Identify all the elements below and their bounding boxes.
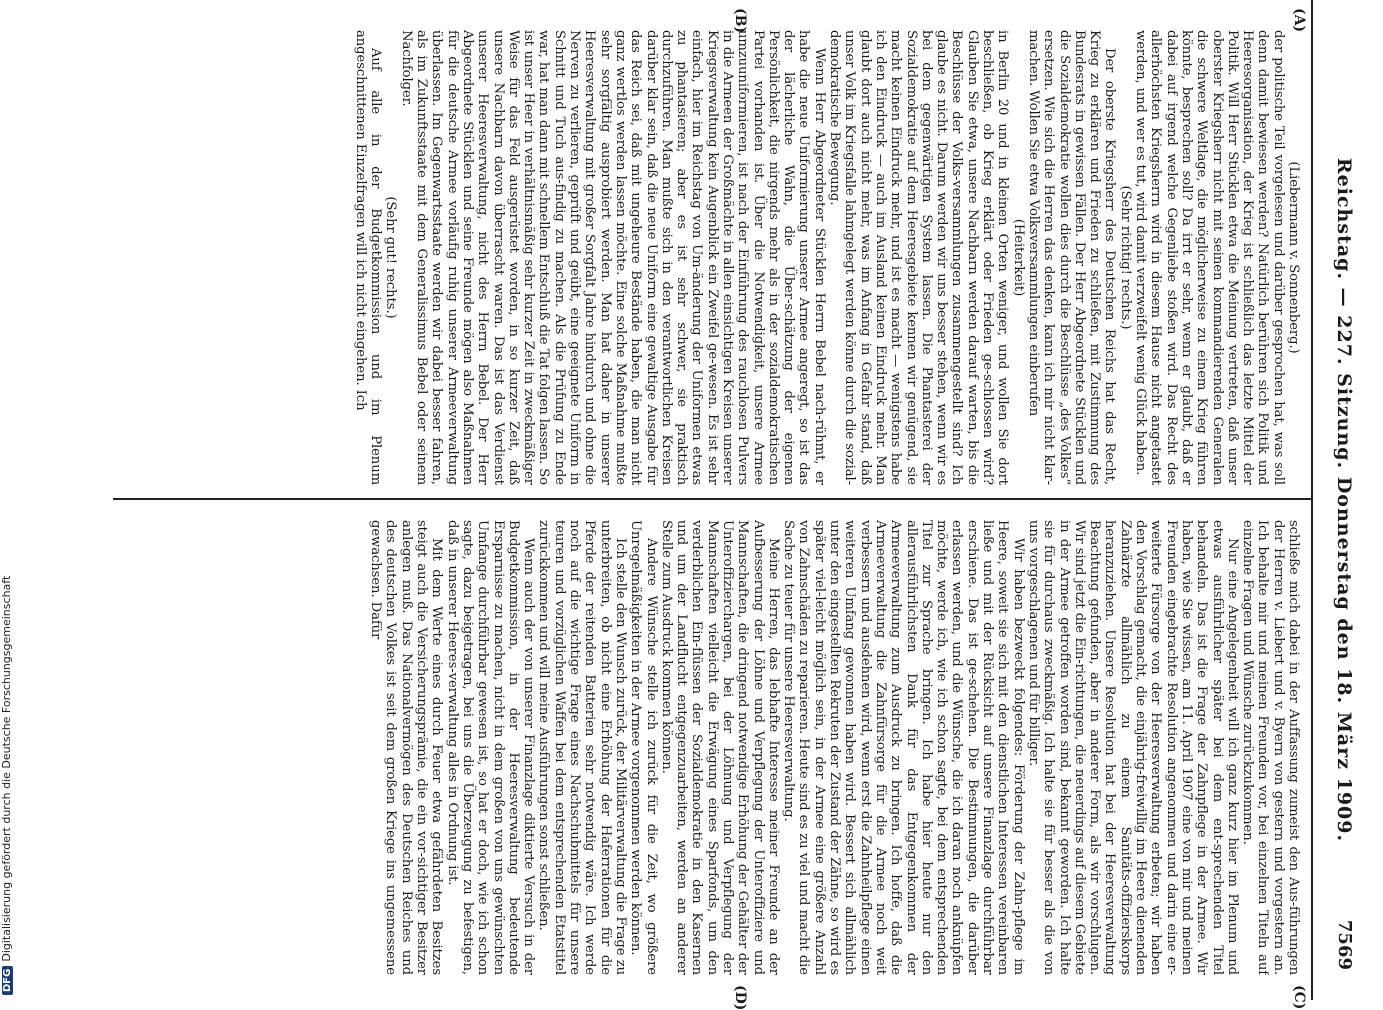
left-column [101,30,1301,485]
paragraph: Meine Herren, das lebhafte Interesse meiner Freunde an der Aufbesserung der Löhne und Verpflegung der Unteroffiziere und Mannschaften, die dringend notwendige Erhöhung der Gehälter der Unteroffizierchargen, bei der Löhnung und Verpflegung der Mannschaften vielleicht die Erwägung eines Sparfonds, um den verderblichen Ein-flüssen der Sozialdemokratie in den Kasernen und um der Landflucht entgegenzuarbeiten, werden an anderer Stelle zum Ausdruck kommen können. [658,520,781,975]
paragraph: in Berlin 20 und in kleinen Orten weniger, und wollen Sie dort beschließen, ob Krieg erklärt oder Frieden ge-schlossen wird? Glauben Sie etwa, unsere Nachbarn werden darauf warten, bis die Beschlüsse der Volks-versammlungen zusammengestellt sind? Ich glaube es nicht. Darum werden wir uns besser stehen, wenn wir es bei dem gegenwärtigen System lassen. Die Phantasterei der Sozialdemokratie auf dem Heeresgebiete kennen wir genügend, sie macht keinen Eindruck mehr, und ist es macht — wenigstens habe ich den Eindruck — auch im Ausland keinen Eindruck mehr. Man glaubt dort auch nicht mehr, was im Anfang in Gefahr stand, daß unser Volk im Kriegsfalle lahmgelegt werden könne durch die sozial-demokratische Bewegung. [827,30,1011,485]
digitization-credit [0,0,18,995]
paragraph: Wenn Herr Abgeordneter Stücklen Herrn Bebel nach-rühmt, er habe die neue Uniformierung unserer Armee angeregt, so ist das der lächerliche Wahn, die Über-schätzung der eigenen Persönlichkeit, die nirgends mehr als in der sozialdemokratischen Partei vorhanden ist. Über die Notwendigkeit, unsere Armee umzuuniformieren, ist nach der Einführung des rauchlosen Pulvers in die Armeen der Großmächte in allen einsichtigen Kreisen unserer Kriegsverwaltung kein Augenblick ein Zweifel ge-wesen. Es ist sehr einfach, hier im Reichstag von Um-änderung der Uniformen etwas zu phantasieren; aber es ist sehr schwer, sie praktisch durchzuführen. Man mußte sich in den verantwortlichen Kreisen darüber klar sein, daß die neue Uniform eine gewaltige Ausgabe für das Reich sei, daß mit ungeheure Bestände haben, die man nicht ganz wertlos werden lassen möchte. Eine solche Maßnahme mußte sehr sorgfältig ausprobiert werden. Man hat daher in unserer Heeresverwaltung mit großer Sorgfalt Jahre hindurch und ohne die Nerven zu verlieren, geprüft und geübt, eine geeignete Uniform in Schnitt und Tuch aus-findig zu machen. Als die Prüfung zu Ende war, hat man dann mit schnellem Entschluß die Tat folgen lassen. So ist unser Heer in verhältnismäßig sehr kurzer Zeit in zweckmäßiger Weise für das Feld ausgerüstet worden, in so kurzer Zeit, daß unsere Nachbarn davon überrascht waren. Das ist das Verdienst unserer Heeresverwaltung, nicht des Herrn Bebel. Der Herr Abgeordnete Stücklen und seine Freunde mögen also Maßnahmen für die deutsche Armee vorläufig ruhig unserer Armeeverwaltung überlassen. Im Gegenwartsstaate werden wir dabei besser fahren, als im Zukunftsstaate mit dem Generalissimus Bebel oder seinem Nachfolger. [398,30,827,485]
paragraph: Nur eine Angelegenheit will ich ganz kurz hier im Plenum und etwas ausführlicher später bei dem ent-sprechenden Titel behandeln. Das ist die Frage der Zahnpflege in der Armee. Wir haben, wie Sie wissen, am 11. April 1907 eine von mir und meinen Freunden eingebrachte Resolution angenommen und darin eine er-weiterte Fürsorge von der Heeresverwaltung erbeten; wir haben den Vorschlag gemacht, die einjährig-freiwillig im Heere dienenden Zahnärzte allmählich zu einem Sanitäts-offizierskorps heranzuziehen. Unsere Resolution hat bei der Heeresverwaltung Beachtung gefunden, aber in anderer Form, als wir vorschlugen. Wir sind jetzt die Ein-richtungen, die neuerdings auf diesem Gebiete in der Armee getroffen worden sind, bekannt geworden. Ich halte sie für durchaus zweckmäßig. Ich halte sie für besser als die von uns vorgeschlagenen und für billiger. [1025,520,1240,975]
page-header [1323,0,1363,1000]
running-title: Reichstag. — 227. Sitzung. Donnerstag den 18. März 1909. [1333,157,1355,843]
dfg-logo-icon: DFG [2,966,13,995]
page-number: 7569 [1334,919,1355,970]
margin-marker-a: (A) [1291,8,1307,33]
paragraph: schließe mich dabei in der Auffassung zumeist den Aus-führungen der Herren v. Liebert und v. Byern von gestern und vorgestern an. Ich behalte mir und meinen Freunden vor, bei einzelnen Titeln auf einzelne Fragen und Wünsche zurückzukommen. [1240,520,1301,975]
header-rule [1311,0,1313,1000]
paragraph: Andere Wünsche stelle ich zurück für die Zeit, wo größere Unregelmäßigkeiten in der Armee vorgenommen werden können. [628,520,659,975]
right-column [101,520,1301,975]
margin-marker-b: (B) [732,8,748,34]
paragraph: Auf alle in der Budgetkommission und im Plenum angeschnittenen Einzelfragen will ich nicht eingehen. Ich [352,30,384,485]
paragraph: Wenn auch der von unserer Finanzlage diktierte Versuch in der Budgetkommission, in der Heeresverwaltung bedeutende Ersparnisse zu machen, nicht in dem großen von uns gewünschten Umfange durchführbar gewesen ist, so hat er doch, wie ich schon sagte, dazu beigetragen, bei uns die Überzeugung zu befestigen, daß in unserer Heeres-verwaltung alles in Ordnung ist. [444,520,537,975]
speaker-name: (Liebermann v. Sonnenberg.) [1286,161,1301,354]
paragraph: Der oberste Kriegsherr des Deutschen Reichs hat das Recht, Krieg zu erklären und Frieden zu schließen, mit Zustimmung des Bundesrats in gewissen Fällen. Der Herr Abgeordnete Stücklen und die Sozialdemokratie wollen dies durch die Beschlüsse „des Volkes“ ersetzen. Wie sich die Herren das denken, kann ich mir nicht klar-machen. Wollen Sie etwa Volksversammlungen einberufen [1025,30,1118,485]
interjection: (Heiterkeit) [1010,218,1026,297]
paragraph: der politische Teil vorgelesen und darüber gesprochen hat, was soll denn damit bewiesen werden? Natürlich berühren sich Politik und Heeresorganisation, der Krieg ist schließlich das letzte Mittel der Politik. Will Herr Stücklen etwa die Meinung vertreten, daß unser oberster Kriegsherr nicht mit seinen kommandierenden Generalen die schwere Weltlage, die möglicherweise zu einem Krieg führen könnte, besprechen soll? Da irrt er sehr, wenn er glaubt, daß er dabei auf irgend welche Gegenliebe stoßen wird. Das Recht des allerhöchsten Kriegsherrn wird in diesem Hause nicht angetastet werden, und wer es tut, wird damit verzweifelt wenig Glück haben. [1133,30,1286,485]
interjection: (Sehr richtig! rechts.) [1117,185,1133,330]
credit-text: Digitalisierung gefördert durch die Deutsche Forschungsgemeinschaft [0,575,13,962]
margin-marker-d: (D) [732,985,748,1010]
column-divider [113,498,1313,500]
paragraph: Mit dem Werte eines durch Feuer etwa gefährdeten Besitzes steigt auch die Versicherungsprämie, die ein vor-sichtiger Besitzer anlegen muß. Das Nationalvermögen des Deutschen Reiches und des deutschen Volkes ist seit dem großen Kriege ins ungemessene gewachsen. Dafür [368,520,445,975]
interjection: (Sehr gut! rechts.) [383,196,399,319]
margin-marker-c: (C) [1291,985,1307,1010]
document-page [53,0,1383,1010]
paragraph: Ich stelle den Wunsch zurück, der Militärverwaltung die Frage zu unterbreiten, ob nicht eine Erhöhung der Haferrationen für die Pferde der reitenden Batterien sehr notwendig wäre. Ich werde noch auf die wichtige Frage eines Nachschubmittels für unsere teuren und vorzüglichen Waffen bei dem entsprechenden Etatstitel zurückkommen und will meine Ausführungen sonst schließen. [536,520,628,975]
paragraph: Wir haben bezweckt folgendes: Förderung der Zahn-pflege im Heere, soweit sie sich mit den dienstlichen Interessen vereinbaren ließe und mit der Rücksicht auf unsere Finanzlage durchführbar erschiene. Das ist ge-schehen. Die Bestimmungen, die darüber erlassen werden, und die Wünsche, die ich daran noch anknüpfen möchte, werde ich, wie ich schon sagte, bei dem entsprechenden Titel zur Sprache bringen. Ich habe hier heute nur den allerausführlichsten Dank für das Entgegenkommen der Armeeverwaltung zum Ausdruck zu bringen. Ich hoffe, daß die Armeeverwaltung die Zahnfürsorge für die Armee noch weit verbessern und ausdehnen wird, wenn erst die Zahnheilpflege einen weiteren Umfang gewonnen haben wird. Bessert sich allmählich unter den eingestellten Rekruten der Zustand der Zähne, so wird es später viel-leicht möglich sein, in der Armee eine größere Anzahl von Zahnschäden zu reparieren. Heute sind es zu viel und macht die Sache zu teuer für unsere Heeresverwaltung. [781,520,1026,975]
